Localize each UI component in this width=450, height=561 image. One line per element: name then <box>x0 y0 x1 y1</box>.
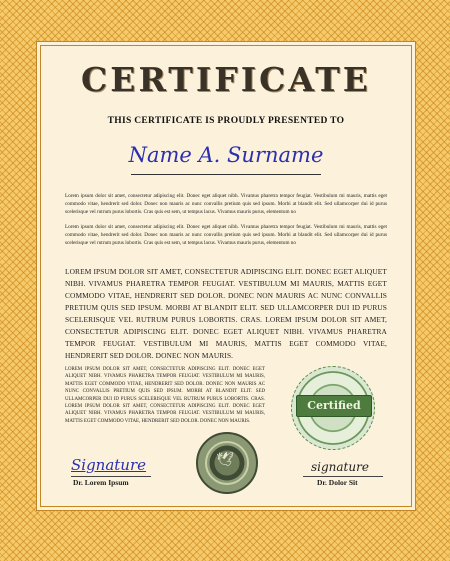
signer-name-left: Dr. Lorem Ipsum <box>73 478 129 487</box>
paragraph-2: Lorem ipsum dolor sit amet, consectetur adipiscing elit. Donec eget aliquet nibh. Vivamus pharetra tempor feugiat. Vestibulum mi mauris, mattis eget commodo vitae, hendrerit sed dolor. Donec non mauris ac nunc convallis pretium quis sed ipsum. Morbi at blandit elit. Sed ullamcorper dui id purus scelerisque vel rutrum purus lobortis. Cras quis est sem, ut tempus lacus. Vivamus mauris purus, elementum no <box>65 224 387 247</box>
certificate-body <box>40 45 412 507</box>
signature-left: Signature <box>71 456 147 474</box>
certified-stamp <box>291 366 375 450</box>
dove-icon: 🕊 <box>216 452 234 468</box>
paragraph-1: Lorem ipsum dolor sit amet, consectetur adipiscing elit. Donec eget aliquet nibh. Vivamus pharetra tempor feugiat. Vestibulum mi mauris, mattis eget commodo vitae, hendrerit sed dolor. Donec non mauris ac nunc convallis pretium quis sed ipsum. Morbi at blandit elit. Sed ullamcorper dui id purus scelerisque vel rutrum purus lobortis. Cras quis est sem, ut tempus lacus. Vivamus mauris purus, elementum no <box>65 193 387 216</box>
certificate-subtitle: THIS CERTIFICATE IS PROUDLY PRESENTED TO <box>107 116 345 126</box>
paragraph-3: LOREM IPSUM DOLOR SIT AMET, CONSECTETUR ADIPISCING ELIT. DONEC EGET ALIQUET NIBH. VIVAMUS PHARETRA TEMPOR FEUGIAT. VESTIBULUM MI MAURIS, MATTIS EGET COMMODO VITAE, HENDRERIT SED DOLOR. DONEC NON MAURIS AC NUNC CONVALLIS PRETIUM QUIS SED IPSUM. MORBI AT BLANDIT ELIT. SED ULLAMCORPER DUI ID PURUS SCELERISQUE VEL RUTRUM PURUS LOBORTIS. CRAS. LOREM IPSUM DOLOR SIT AMET, CONSECTETUR ADIPISCING ELIT. DONEC EGET ALIQUET NIBH. VIVAMUS PHARETRA TEMPOR FEUGIAT. VESTIBULUM MI MAURIS, MATTIS EGET COMMODO VITAE, HENDRERIT SED DOLOR. DONEC NON MAURIS. <box>65 267 387 360</box>
recipient-name: Name A. Surname <box>128 143 324 167</box>
certified-stamp-label: Certified <box>296 395 372 417</box>
name-underline <box>131 174 321 175</box>
certificate-title: CERTIFICATE <box>81 60 371 99</box>
signer-name-right: Dr. Dolor Sit <box>317 478 358 487</box>
signature-line-left <box>71 476 151 477</box>
seal-emblem <box>196 432 258 494</box>
signature-line-right <box>303 476 383 477</box>
paragraph-4: LOREM IPSUM DOLOR SIT AMET, CONSECTETUR ADIPISCING ELIT. DONEC EGET ALIQUET NIBH. VIVAMUS PHARETRA TEMPOR FEUGIAT. VESTIBULUM MI MAURIS, MATTIS EGET COMMODO VITAE, HENDRERIT SED DOLOR. DONEC NON MAURIS AC NUNC CONVALLIS PRETIUM QUIS SED IPSUM. MORBI AT BLANDIT ELIT. SED ULLAMCORPER DUI ID PURUS SCELERISQUE VEL RUTRUM PURUS LOBORTIS. CRAS. LOREM IPSUM DOLOR SIT AMET, CONSECTETUR ADIPISCING ELIT. DONEC EGET ALIQUET NIBH. VIVAMUS PHARETRA TEMPOR FEUGIAT. VESTIBULUM MI MAURIS, MATTIS EGET COMMODO VITAE, HENDRERIT SED DOLOR. DONEC NON MAURIS. <box>65 367 265 424</box>
signature-right: signature <box>311 460 369 474</box>
